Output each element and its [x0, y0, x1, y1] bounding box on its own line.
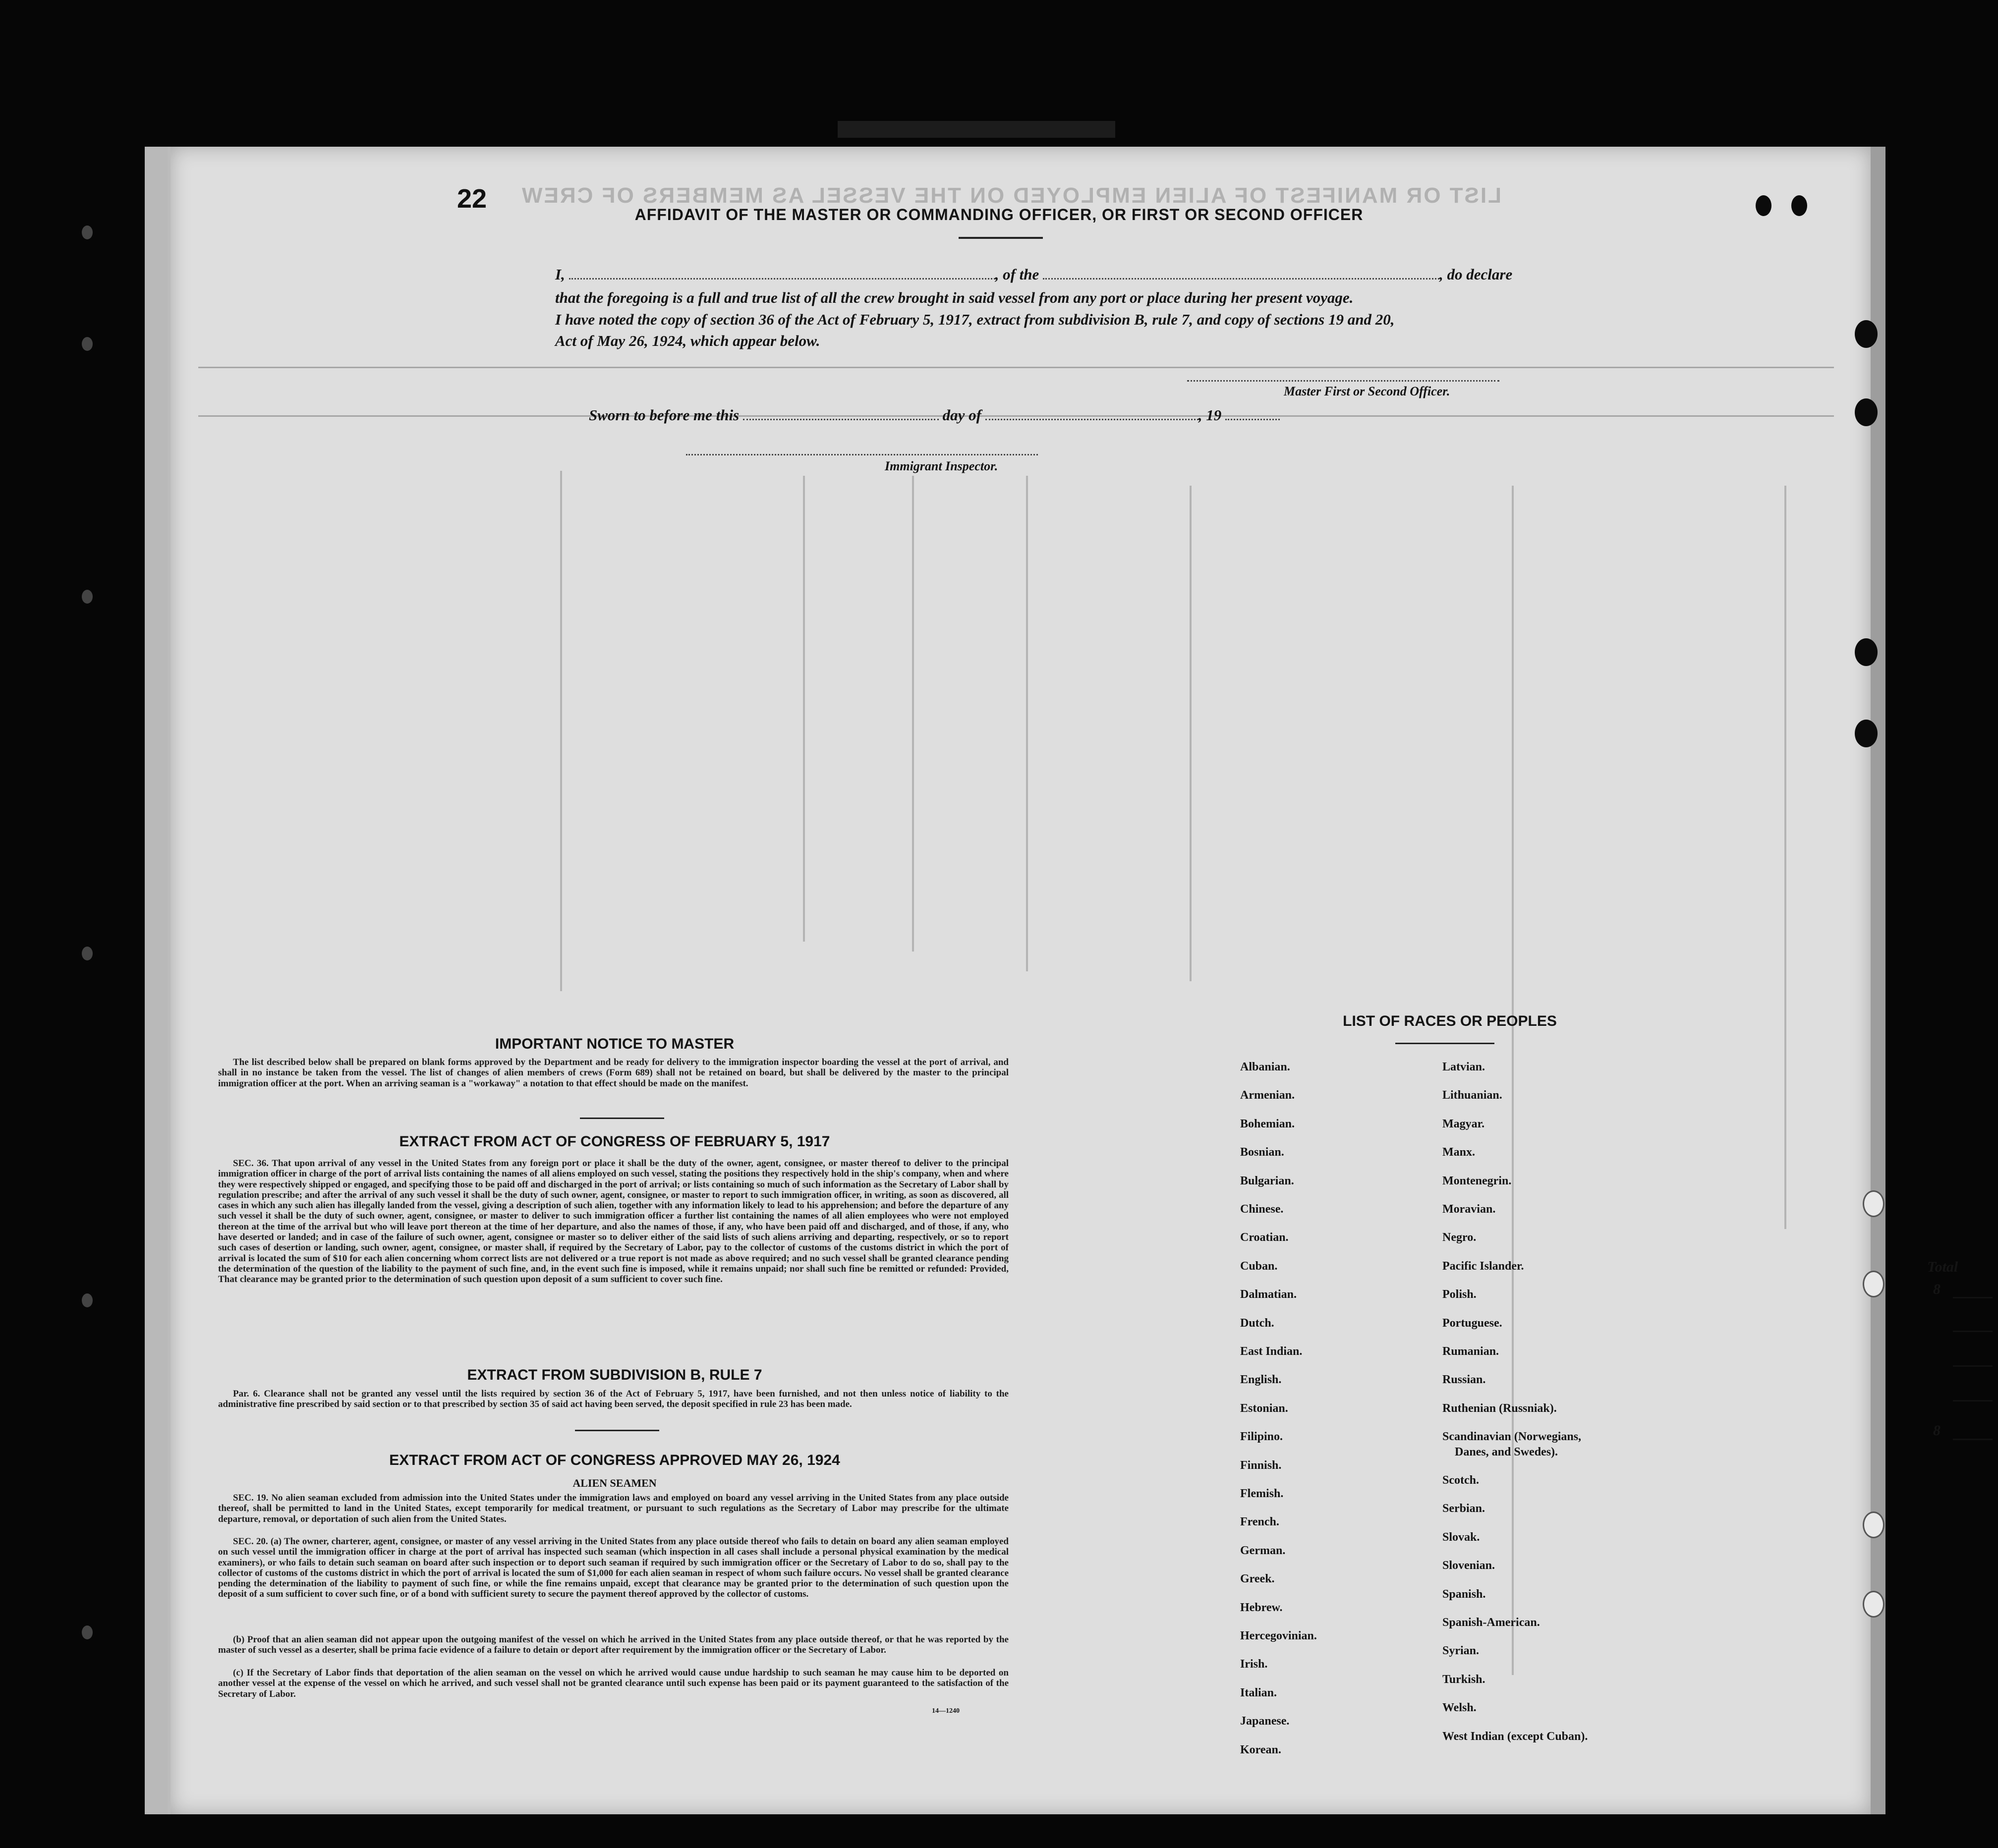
sworn-year-label: , 19: [1198, 406, 1222, 424]
alien-seamen-subtitle: ALIEN SEAMEN: [572, 1477, 657, 1489]
race-item-right: Manx.: [1442, 1146, 1475, 1159]
race-item-right: Polish.: [1442, 1288, 1477, 1301]
race-item-left: Armenian.: [1240, 1089, 1295, 1102]
race-item-left: Flemish.: [1240, 1487, 1284, 1500]
sworn-day-of-label: day of: [942, 406, 981, 424]
race-item-left: Estonian.: [1240, 1401, 1288, 1415]
race-item-left: Irish.: [1240, 1658, 1268, 1671]
punch-hole: [1863, 1190, 1884, 1217]
punch-hole: [1855, 638, 1878, 666]
bleed-column: [560, 471, 562, 991]
race-item-left: Finnish.: [1240, 1458, 1282, 1472]
race-item-left: Chinese.: [1240, 1203, 1284, 1216]
form-number: 14—1240: [932, 1707, 960, 1715]
total-label: Total: [1927, 1259, 1958, 1275]
notice-body: The list described below shall be prepared on blank forms approved by the Department and be ready for delivery to the immigration inspector boarding the vessel at the port of arrival, and shall in no instance be taken from the vessel. The list of changes of alien members of crews (Form 689) shall not be retained on board, but shall be delivered by the master to the principal immigration officer at the port. When an arriving seaman is a "workaway" a notation to that effect should be made on the manifest.: [218, 1057, 1009, 1089]
race-item-left: Japanese.: [1240, 1715, 1290, 1728]
total-rule: [1953, 1331, 1993, 1332]
race-item-right: Syrian.: [1442, 1644, 1480, 1658]
notice-rule: [580, 1118, 664, 1119]
race-item-right: Latvian.: [1442, 1061, 1485, 1073]
race-item-right: Slovenian.: [1442, 1559, 1495, 1572]
punch-hole: [1863, 1591, 1884, 1618]
binding-hole: [82, 1625, 93, 1639]
affidavit-i-label: I,: [555, 266, 565, 283]
race-item-left: Dutch.: [1240, 1316, 1274, 1330]
sworn-month-field[interactable]: [985, 409, 1199, 420]
sec20c-body: (c) If the Secretary of Labor finds that deportation of the alien seaman on the vessel on which he arrived would cause undue hardship to such seaman he may cause him to be deported on another vessel at the expense of the vessel on which he arrived, and such vessel shall not be granted clearance until such expense has been paid or its payment guaranteed to the satisfaction of the Secretary of Labor.: [218, 1668, 1009, 1699]
sec20b-body: (b) Proof that an alien seaman did not appear upon the outgoing manifest of the vessel on which he arrived in the United States from any place outside thereof, or that he was reported by the master of such vessel as a deserter, shall be prima facie evidence of a failure to detain or deport after requirement by the immigration officer or the Secretary of Labor.: [218, 1634, 1009, 1656]
race-item-right: Pacific Islander.: [1442, 1259, 1524, 1273]
race-item-left: Dalmatian.: [1240, 1288, 1297, 1301]
affidavit-title: AFFIDAVIT OF THE MASTER OR COMMANDING OFFICER, OR FIRST OR SECOND OFFICER: [634, 206, 1364, 224]
race-item-left: East Indian.: [1240, 1345, 1303, 1358]
affidavit-line-4: Act of May 26, 1924, which appear below.: [555, 332, 820, 349]
rule7-title: EXTRACT FROM SUBDIVISION B, RULE 7: [467, 1367, 762, 1383]
race-item-left: Croatian.: [1240, 1231, 1289, 1244]
bleed-column: [1190, 486, 1192, 981]
sec20a-body: SEC. 20. (a) The owner, charterer, agent, consignee, or master of any vessel arriving in the United States from any place outside thereof who fails to detain on board any alien seaman employed on such vessel until the immigration officer in charge at the port of arrival has inspected such seaman (which inspection in all cases shall include a personal physical examination by the medical examiners), or who fails to detain such seaman on board after such inspection or to deport such seaman if required by such immigration officer or the Secretary of Labor to do so, shall pay to the collector of customs of the customs district in which the port of arrival is located the sum of $1,000 for each alien seaman in respect of whom such failure occurs. No vessel shall be granted clearance pending the determination of the liability to payment of such fine, or while the fine remains unpaid, except that clearance may be granted prior to the determination of such question upon the deposit of a sum sufficient to cover such fine, or of a bond with sufficient surety to secure the payment thereof approved by the collector of customs.: [218, 1536, 1009, 1600]
race-item-left: Filipino.: [1240, 1430, 1283, 1444]
bleed-column: [912, 476, 914, 952]
race-item-left: Italian.: [1240, 1686, 1277, 1699]
race-item-right: Spanish-American.: [1442, 1616, 1540, 1629]
binding-hole: [82, 1293, 93, 1307]
race-item-right: Scotch.: [1442, 1474, 1479, 1487]
race-item-right: Portuguese.: [1442, 1316, 1502, 1330]
bleed-through-heading: LIST OR MANIFEST OF ALIEN EMPLOYED ON THE VESSEL AS MEMBERS OF CREW: [520, 183, 1502, 208]
extract-1924-title: EXTRACT FROM ACT OF CONGRESS APPROVED MAY 26, 1924: [389, 1452, 840, 1468]
inspector-signature-line[interactable]: [686, 454, 1038, 455]
total-rule: [1953, 1439, 1993, 1440]
total-rule: [1953, 1365, 1993, 1367]
race-item-right: Danes, and Swedes).: [1455, 1445, 1558, 1458]
inspector-signature-label: Immigrant Inspector.: [885, 459, 998, 473]
race-item-left: Bulgarian.: [1240, 1174, 1294, 1187]
sworn-day-field[interactable]: [743, 409, 939, 420]
bleed-column: [1784, 486, 1786, 1229]
race-item-left: German.: [1240, 1544, 1286, 1557]
bleed-column: [1512, 486, 1514, 1675]
affidavit-line-3: I have noted the copy of section 36 of the Act of February 5, 1917, extract from subdivision B, rule 7, and copy of sections 19 and 20,: [555, 311, 1395, 328]
notice-title: IMPORTANT NOTICE TO MASTER: [495, 1036, 735, 1052]
total-value: 8: [1933, 1281, 1941, 1297]
race-item-left: Korean.: [1240, 1743, 1281, 1756]
punch-hole: [1863, 1271, 1884, 1297]
top-edge-label: [838, 121, 1115, 138]
binding-hole: [82, 337, 93, 351]
affidavit-line-1: [555, 266, 1512, 283]
race-item-right: Serbian.: [1442, 1502, 1485, 1515]
affidavit-rule: [959, 237, 1043, 239]
race-item-right: Russian.: [1442, 1373, 1486, 1387]
affidavit-declare-label: , do declare: [1439, 266, 1513, 283]
races-title: LIST OF RACES OR PEOPLES: [1343, 1013, 1557, 1029]
bleed-rule: [198, 367, 1834, 368]
rule7-body: Par. 6. Clearance shall not be granted any vessel until the lists required by section 36 of the Act of February 5, 1917, have been furnished, and not then unless notice of liability to the administrative fine prescribed by said section or to that prescribed by section 35 of said act having been served, the deposit specified in rule 23 has been made.: [218, 1389, 1009, 1410]
race-item-right: Turkish.: [1442, 1673, 1485, 1686]
affidavit-name-field[interactable]: [569, 268, 995, 280]
master-signature-label: Master First or Second Officer.: [1284, 384, 1450, 398]
punch-hole: [1855, 398, 1878, 426]
race-item-left: Bosnian.: [1240, 1146, 1284, 1159]
affidavit-vessel-field[interactable]: [1043, 268, 1439, 280]
race-item-right: Montenegrin.: [1442, 1174, 1512, 1187]
extract-1917-body: SEC. 36. That upon arrival of any vessel in the United States from any foreign port or place it shall be the duty of the owner, agent, consignee, or master thereof to deliver to the principal immigration officer in charge of the port of arrival lists containing the names of all aliens employed on such vessel, stating the positions they respectively hold in the ship's company, when and where they were respectively shipped or engaged, and specifying those to be paid off and discharged in the port of arrival; or lists containing so much of such information as the Secretary of Labor shall by regulation prescribe; and after the arrival of any such vessel it shall be the duty of such owner, agent, consignee, or master to report to such immigration officer, in writing, as soon as discovered, all cases in which any such alien has illegally landed from the vessel, giving a description of such alien, together with any information likely to lead to his apprehension; and before the departure of any such vessel it shall be the duty of such owner, agent, consignee, or master to deliver to such immigration officer a further list containing the names of all alien employees who were not employed thereon at the time of the arrival but who will leave port thereon at the time of her departure, and also the names of those, if any, who have been paid off and discharged, and of those, if any, who have deserted or landed; and in case of the failure of such owner, agent, consignee or master so to deliver either of the said lists of such aliens arriving and departing, respectively, or so to report such cases of desertion or landing, such owner, agent, consignee, or master shall, if required by the Secretary of Labor, pay to the collector of customs of the customs district in which the port of arrival is located the sum of $10 for each alien concerning whom correct lists are not delivered or a true report is not made as above required; and no such vessel shall be granted clearance pending the determination of the question of the liability to the payment of such fine, and, in the event such fine is imposed, while it remains unpaid; nor shall such fine be remitted or refunded: Provided, That clearance may be granted prior to the determination of such question upon deposit of a sum sufficient to cover such fine.: [218, 1158, 1009, 1285]
sec19-body: SEC. 19. No alien seaman excluded from admission into the United States under the immigration laws and employed on board any vessel arriving in the United States from any place outside thereof, shall be permitted to land in the United States, except temporarily for medical treatment, or pursuant to such regulations as the Secretary of Labor may prescribe for the ultimate departure, removal, or deportation of such alien from the United States.: [218, 1493, 1009, 1524]
affidavit-of-the-label: , of the: [995, 266, 1039, 283]
race-item-right: Negro.: [1442, 1231, 1477, 1244]
race-item-right: Ruthenian (Russniak).: [1442, 1401, 1557, 1415]
race-item-left: Cuban.: [1240, 1259, 1278, 1273]
total-rule: [1953, 1400, 1993, 1401]
race-item-right: Moravian.: [1442, 1203, 1496, 1216]
race-item-right: West Indian (except Cuban).: [1442, 1730, 1588, 1743]
sworn-year-field[interactable]: [1225, 409, 1280, 420]
race-item-left: French.: [1240, 1515, 1279, 1529]
sworn-label: Sworn to before me this: [589, 406, 740, 424]
race-item-right: Slovak.: [1442, 1530, 1480, 1544]
race-item-left: Hebrew.: [1240, 1601, 1283, 1614]
punch-hole: [1863, 1512, 1884, 1538]
sworn-line: [589, 406, 1280, 424]
race-item-left: Albanian.: [1240, 1061, 1290, 1073]
race-item-left: Bohemian.: [1240, 1117, 1295, 1130]
extract-1917-title: EXTRACT FROM ACT OF CONGRESS OF FEBRUARY 5, 1917: [399, 1133, 830, 1150]
master-signature-line[interactable]: [1187, 380, 1499, 382]
total-value-2: 8: [1933, 1422, 1941, 1439]
race-item-right: Welsh.: [1442, 1701, 1477, 1715]
total-rule: [1953, 1297, 1993, 1298]
race-item-left: English.: [1240, 1373, 1282, 1387]
page-number: 22: [457, 184, 487, 214]
race-item-left: Greek.: [1240, 1572, 1275, 1586]
affidavit-line-2: that the foregoing is a full and true list of all the crew brought in said vessel from any port or place during her present voyage.: [555, 289, 1354, 306]
race-item-right: Rumanian.: [1442, 1345, 1499, 1358]
punch-hole: [1855, 720, 1878, 747]
rule7-rule: [575, 1430, 659, 1431]
race-item-right: Spanish.: [1442, 1587, 1486, 1601]
races-rule: [1395, 1043, 1494, 1044]
punch-hole: [1855, 320, 1878, 348]
race-item-right: Lithuanian.: [1442, 1089, 1502, 1102]
binding-hole: [82, 590, 93, 604]
race-item-left: Hercegovinian.: [1240, 1629, 1317, 1642]
race-item-right: Magyar.: [1442, 1117, 1485, 1130]
bleed-column: [1026, 476, 1028, 971]
binding-hole: [82, 947, 93, 960]
race-item-right: Scandinavian (Norwegians,: [1442, 1430, 1582, 1444]
binding-hole: [82, 225, 93, 239]
bleed-column: [803, 476, 805, 942]
